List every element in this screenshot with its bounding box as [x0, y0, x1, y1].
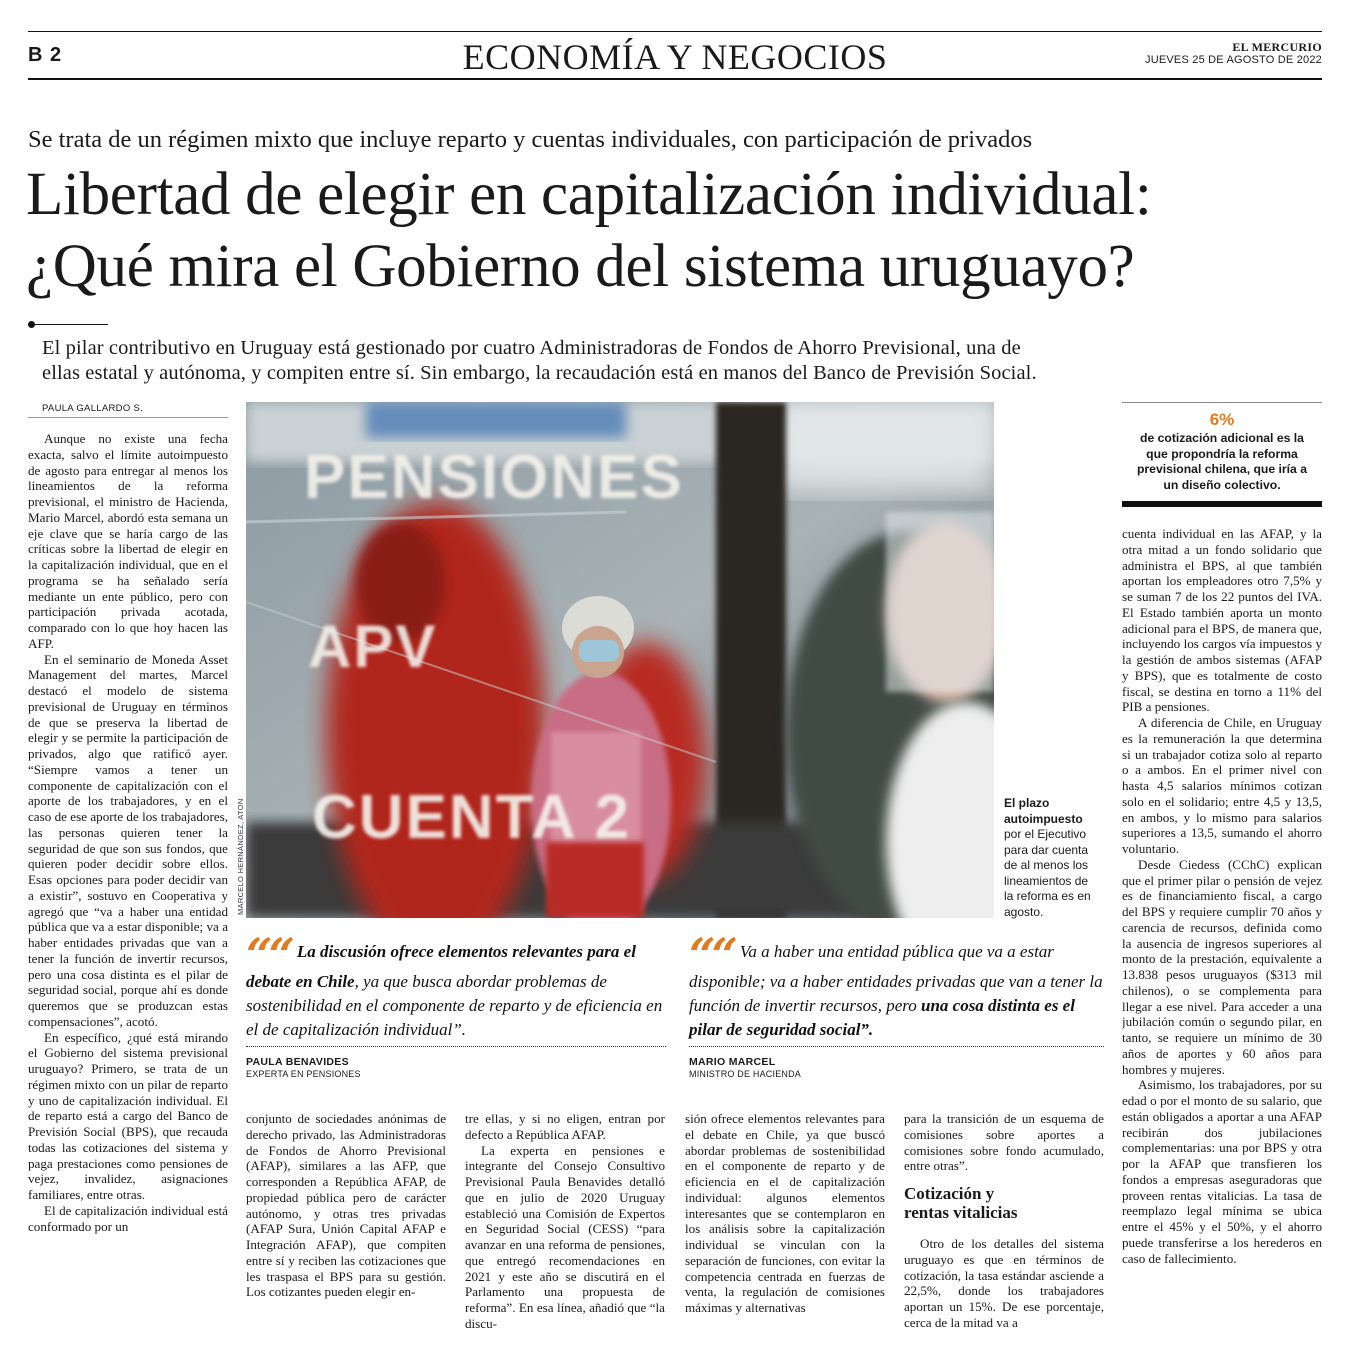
section-title: ECONOMÍA Y NEGOCIOS [462, 37, 888, 77]
quote-2-role: MINISTRO DE HACIENDA [689, 1069, 802, 1079]
body-column-5 [904, 1111, 1104, 1336]
quote-2-name: MARIO MARCEL [689, 1056, 776, 1068]
paragraph: tre ellas, y si no eligen, entran por defecto a República AFAP. [465, 1111, 665, 1142]
pull-quote-2 [689, 928, 1104, 1042]
body-column-1 [28, 431, 228, 1336]
paragraph: A diferencia de Chile, en Uruguay es la remuneración la que determina si un trabajador cotiza solo al reparto o a ambos. En el primer nivel con hasta 4,5 salarios mínimos cotizan solo en el solidario; entre 4,5 y 13,5, en ambos, y lo mismo para salarios superiores a 13,5, sumando el ahorro voluntario. [1122, 715, 1322, 856]
body-column-4 [685, 1111, 885, 1336]
lead-line-1: El pilar contributivo en Uruguay está gestionado por cuatro Administradoras de Fondos de Ahorro Previsional, una de [42, 337, 1021, 359]
paragraph: Asimismo, los trabajadores, por su edad o por el monto de su salario, que están obligados a aportar a una AFAP recibirán dos jubilaciones complementarias: una por BPS y otra por la AFAP que transfieren los fondos a empresas aseguradoras que proveen rentas vitalicias. La tasa de reemplazo legal mínima se ubica entre el 45% y el 50%, y el ahorro puede transferirse a los herederos en caso de fallecimiento. [1122, 1077, 1322, 1266]
quote-1-text: , ya que busca abordar problemas de sostenibilidad en el componente de reparto y de eficiencia en el de capitalización individual”. [246, 972, 663, 1039]
factbox-figure: 6% [1209, 410, 1235, 429]
paragraph: En específico, ¿qué está mirando el Gobierno del sistema previsional uruguayo? Primero, se trata de un régimen mixto con un pilar de reparto y uno de capitalización individual. El de reparto está a cargo del Banco de Previsión Social (BPS), que recauda todas las cotizaciones del sistema y paga prestaciones como pensiones de vejez, invalidez, asignaciones familiares, entre otras. [28, 1029, 228, 1202]
paragraph: El de capitalización individual está conformado por un [28, 1202, 228, 1234]
issue-date: JUEVES 25 DE AGOSTO DE 2022 [1145, 54, 1322, 66]
photo-caption [1004, 796, 1094, 920]
quote-1-bold: La discusión ofrece elementos relevantes para el debate en Chile [246, 942, 636, 991]
lead-rule [32, 324, 108, 325]
quote-2-bold: una cosa distinta es el pilar de seguridad social”. [689, 996, 1075, 1039]
factbox-top-rule [1122, 402, 1322, 403]
byline-rule [28, 417, 228, 418]
caption-bold: El plazo autoimpuesto [1004, 796, 1083, 826]
page-number: B 2 [28, 44, 63, 66]
factbox-bottom-bar [1122, 501, 1322, 507]
header-bottom-rule [28, 78, 1322, 80]
sign-pensiones: PENSIONES [304, 443, 684, 512]
body-column-3 [465, 1111, 665, 1336]
factbox-text: de cotización adicional es la que propondría la reforma previsional chilena, que iría a un diseño colectivo. [1136, 431, 1307, 492]
paper-name: EL MERCURIO [1232, 40, 1322, 54]
subheading-line-2: rentas vitalicias [904, 1203, 1018, 1222]
paragraph: para la transición de un esquema de comisiones sobre aportes a comisiones sobre fondo acumulado, entre otras”. [904, 1111, 1104, 1174]
photo-credit: MARCELO HERNÁNDEZ, ATON [236, 798, 245, 915]
paragraph: Aunque no existe una fecha exacta, salvo el límite autoimpuesto de agosto para entregar al menos los lineamientos de la reforma previsional, el ministro de Hacienda, Mario Marcel, abordó esta semana un eje clave que se haría cargo de las críticas sobre la libertad de elegir en la capitalización individual, que en el programa se ha señalado sería mediante un ente público, pero con participación privada acotada, comparado con lo que hoy hacen las AFP. [28, 431, 228, 651]
quote-mark-icon: ““ [246, 928, 291, 982]
body-column-6 [1122, 526, 1322, 1336]
lead-line-2: ellas estatal y autónoma, y compiten entre sí. Sin embargo, la recaudación está en manos del Banco de Previsión Social. [42, 362, 1037, 384]
paragraph: Otro de los detalles del sistema uruguayo es que en términos de cotización, la tasa estándar asciende a 22,5%, donde los trabajadores aportan un 15%. De ese porcentaje, cerca de la mitad va a [904, 1236, 1104, 1330]
headline-line-1: Libertad de elegir en capitalización individual: [26, 161, 1152, 228]
paragraph: La experta en pensiones e integrante del Consejo Consultivo Previsional Paula Benavides detalló que en julio de 2020 Uruguay estableció una Comisión de Expertos en Seguridad Social (CESS) “para avanzar en una reforma de pensiones, que entregó recomendaciones en 2021 y este año se discutirá en el Parlamento una propuesta de reforma”. En esa línea, añadió que “la discu- [465, 1142, 665, 1331]
quote-mark-icon: ““ [689, 928, 734, 982]
byline: PAULA GALLARDO S. [42, 403, 144, 414]
paragraph: sión ofrece elementos relevantes para el debate en Chile, ya que buscó abordar problemas de sostenibilidad en el componente de reparto y de eficiencia en el de capitalización individual: algunos elementos interesantes que se contemplaron en los análisis sobre la capitalización individual se vinculan con la separación de funciones, con evitar la competencia centrada en fuerzas de venta, la regulación de comisiones máximas y alternativas [685, 1111, 885, 1315]
paragraph: conjunto de sociedades anónimas de derecho privado, las Administradoras de Fondos de Ahorro Previsional (AFAP), similares a las AFP, que corresponden a República AFAP, de propiedad pública pero de carácter autónomo, y otras tres privadas (AFAP Sura, Unión Capital AFAP e Integración AFAP), que compiten entre sí y reciben las cotizaciones que les traspasa el BPS para su gestión. Los cotizantes pueden elegir en- [246, 1111, 446, 1300]
quote-1-name: PAULA BENAVIDES [246, 1056, 349, 1068]
quote-2-text: Va a haber una entidad pública que va a estar disponible; va a haber entidades privadas que van a tener la función de invertir recursos, pero [689, 942, 1103, 1015]
news-photo [246, 402, 994, 918]
paragraph: Desde Ciedess (CChC) explican que el primer pilar o pensión de vejez es de financiamiento fiscal, a cargo del BPS y requiere cumplir 70 años y carencia de recursos, definida como la ausencia de ingresos superiores al monto de la prestación, equivalente a 13.838 pesos uruguayos ($313 mil chilenos), o se complementa para llegar a ese nivel. Para acceder a una jubilación común o segundo pilar, en tanto, se requiere un mínimo de 30 años de aportes y 60 años para hombres y mujeres. [1122, 856, 1322, 1077]
body-column-2 [246, 1111, 446, 1336]
quote-1-role: EXPERTA EN PENSIONES [246, 1069, 361, 1079]
pull-quote-1 [246, 928, 666, 1042]
headline-line-2: ¿Qué mira el Gobierno del sistema uruguayo? [26, 233, 1135, 300]
header-top-rule [28, 31, 1322, 32]
quote-2-rule [689, 1046, 1104, 1047]
subheading-line-1: Cotización y [904, 1184, 995, 1203]
subheading [904, 1184, 1104, 1222]
paragraph: cuenta individual en las AFAP, y la otra mitad a un fondo solidario que administra el BPS, al que también aportan los empleadores otro 7,5% y se suman 7 de los 22 puntos del IVA. El Estado también aporta un monto adicional para el BPS, de manera que, incluyendo los cargos vía impuestos y la gestión de ambos sistemas (AFAP y BPS), que es totalmente de costo fiscal, se destina en torno a 11% del PIB a pensiones. [1122, 526, 1322, 715]
paragraph: En el seminario de Moneda Asset Management del martes, Marcel destacó el modelo de sistema previsional de Uruguay en términos de que se preserva la libertad de elegir y se permite la participación de privados, algo que ratificó ayer. “Siempre vamos a tener un componente de capitalización con el aporte de los trabajadores, y en el caso de ese aporte de los trabajadores, las personas quieren tener la seguridad de que son sus fondos, que quieren poder decidir sobre ellos. Esas opciones para poder decidir van a existir”, sostuvo en Cooperativa y agregó que “va a haber una entidad pública que va a estar disponible; va a haber entidades privadas que van a tener la función de invertir recursos, pero una cosa distinta es el pilar de seguridad social, porque ahí es donde queremos que se produzcan estas compensaciones”, acotó. [28, 651, 228, 1029]
kicker: Se trata de un régimen mixto que incluye reparto y cuentas individuales, con participación de privados [28, 126, 1033, 153]
sign-cuenta-2: CUENTA 2 [312, 783, 632, 852]
caption-text: por el Ejecutivo para dar cuenta de al menos los lineamientos de la reforma es en agosto. [1004, 827, 1091, 919]
sign-apv: APV [308, 613, 438, 680]
quote-1-rule [246, 1046, 666, 1047]
